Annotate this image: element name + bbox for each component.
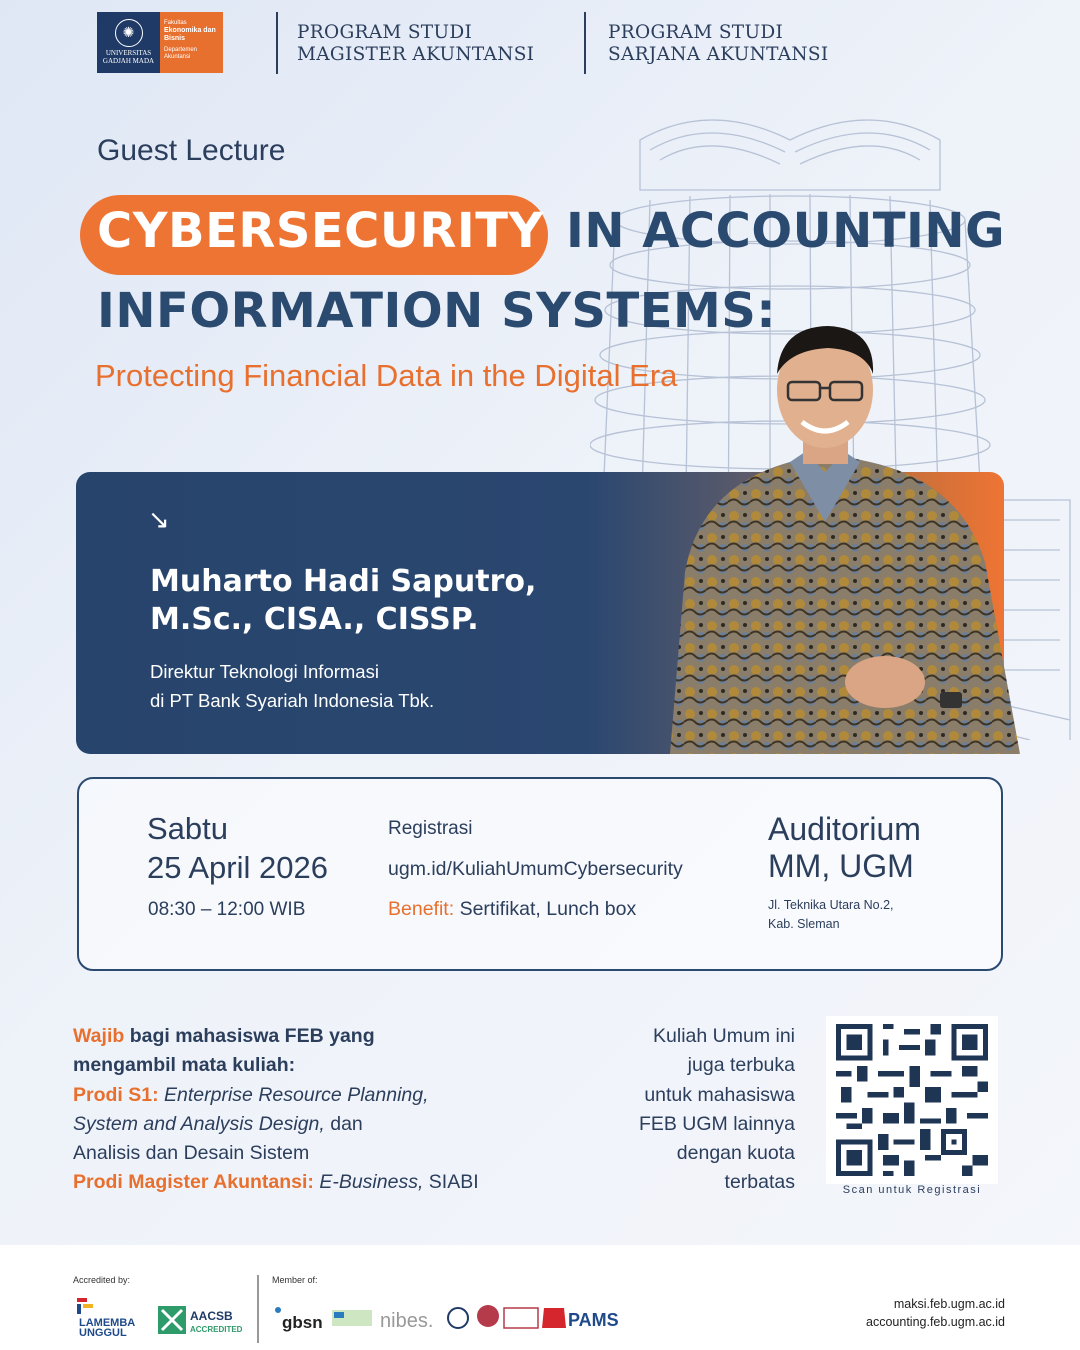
speaker-role (150, 658, 434, 715)
requirements-text (73, 1022, 593, 1198)
program-magister-line1: PROGRAM STUDI (297, 22, 473, 43)
arrow-down-right-icon: ↘ (148, 505, 170, 535)
venue-address (768, 896, 894, 934)
logo-department: Departemen Akuntansi (164, 46, 198, 60)
logo-faculty-prefix: Fakultas (164, 20, 187, 26)
benefit-value: Sertifikat, Lunch box (459, 898, 637, 920)
header-divider (276, 12, 278, 74)
s1-label: Prodi S1: (73, 1083, 159, 1106)
mak-label: Prodi Magister Akuntansi: (73, 1171, 314, 1194)
header-divider (584, 12, 586, 74)
aacsb-text2: ACCREDITED (190, 1325, 243, 1334)
aacsb-logo (158, 1306, 248, 1338)
footer-urls (820, 1296, 1005, 1331)
ugm-emblem-block (97, 12, 160, 73)
open-note-line: dengan kuota (676, 1142, 795, 1164)
venue (768, 811, 921, 885)
speaker-role-line2: di PT Bank Syariah Indonesia Tbk. (150, 689, 435, 711)
wajib-label: Wajib (73, 1025, 125, 1047)
member-pams: PAMS (568, 1310, 619, 1330)
s1-course1: Enterprise Resource Planning, (164, 1083, 429, 1106)
benefit-label: Benefit: (388, 898, 455, 920)
registration-qr-code[interactable] (826, 1016, 998, 1184)
event-kind: Guest Lecture (97, 134, 286, 167)
url-accounting[interactable]: accounting.feb.ugm.ac.id (866, 1314, 1005, 1329)
program-sarjana-line1: PROGRAM STUDI (608, 22, 784, 43)
s1-course3: Analisis dan Desain Sistem (73, 1142, 310, 1164)
venue-line2: MM, UGM (768, 848, 914, 885)
speaker-role-line1: Direktur Teknologi Informasi (150, 661, 379, 682)
open-note-line: Kuliah Umum ini (653, 1025, 795, 1047)
event-day: Sabtu (147, 811, 229, 846)
member-gbsn: gbsn (282, 1313, 323, 1332)
aacsb-text1: AACSB (190, 1309, 233, 1323)
lamemba-text1: LAMEMBA (79, 1317, 136, 1329)
ugm-feb-logo (97, 12, 223, 73)
program-sarjana (608, 22, 828, 66)
program-sarjana-line2: SARJANA AKUNTANSI (608, 44, 829, 66)
footer-divider (257, 1275, 259, 1343)
mak-course1: E-Business, (319, 1171, 424, 1194)
s1-course2: System and Analysis Design, (73, 1112, 325, 1135)
event-time: 08:30 – 12:00 WIB (148, 899, 306, 920)
speaker-name-line2: M.Sc., CISA., CISSP. (150, 602, 479, 638)
qr-caption: Scan untuk Registrasi (842, 1184, 982, 1196)
member-label: Member of: (272, 1275, 318, 1285)
open-note-line: FEB UGM lainnya (638, 1112, 795, 1135)
lamemba-text2: UNGGUL (79, 1327, 127, 1338)
event-date: 25 April 2026 (147, 850, 328, 885)
benefit (388, 898, 636, 921)
open-note-line: juga terbuka (687, 1054, 795, 1077)
lamemba-logo (75, 1296, 155, 1338)
speaker-name (150, 563, 536, 640)
requirements-intro2: mengambil mata kuliah: (73, 1054, 296, 1077)
title-line1-rest: IN ACCOUNTING (566, 203, 1005, 259)
title-line2: INFORMATION SYSTEMS: (97, 283, 777, 339)
feb-logo-block (160, 12, 223, 73)
venue-line1: Auditorium (768, 811, 921, 847)
registration-label: Registrasi (388, 818, 473, 839)
program-magister (297, 22, 534, 66)
title-highlight: CYBERSECURITY (97, 203, 544, 259)
url-maksi[interactable]: maksi.feb.ugm.ac.id (893, 1297, 1005, 1311)
open-note-line: untuk mahasiswa (644, 1083, 795, 1106)
accredited-label: Accredited by: (73, 1275, 131, 1285)
speaker-name-line1: Muharto Hadi Saputro, (150, 564, 537, 599)
program-magister-line2: MAGISTER AKUNTANSI (297, 44, 535, 66)
ugm-emblem-icon: ✺ (115, 19, 143, 47)
qr-code-icon (834, 1024, 990, 1176)
event-subtitle: Protecting Financial Data in the Digital Era (95, 358, 678, 393)
member-nibes: nibes. (380, 1310, 434, 1332)
address-line2: Kab. Sleman (768, 916, 840, 931)
registration-link[interactable]: ugm.id/KuliahUmumCybersecurity (388, 858, 683, 880)
mak-course2: SIABI (428, 1171, 479, 1194)
member-logos (272, 1300, 632, 1336)
requirements-intro1: bagi mahasiswa FEB yang (129, 1025, 375, 1047)
address-line1: Jl. Teknika Utara No.2, (768, 898, 894, 912)
open-note-line: terbatas (724, 1171, 795, 1194)
logo-faculty: Ekonomika dan Bisnis (164, 26, 216, 42)
logo-university-text: UNIVERSITAS GADJAH MADA (102, 49, 155, 65)
s1-and: dan (330, 1112, 363, 1135)
speaker-photo (640, 312, 1020, 754)
open-note (600, 1022, 795, 1198)
